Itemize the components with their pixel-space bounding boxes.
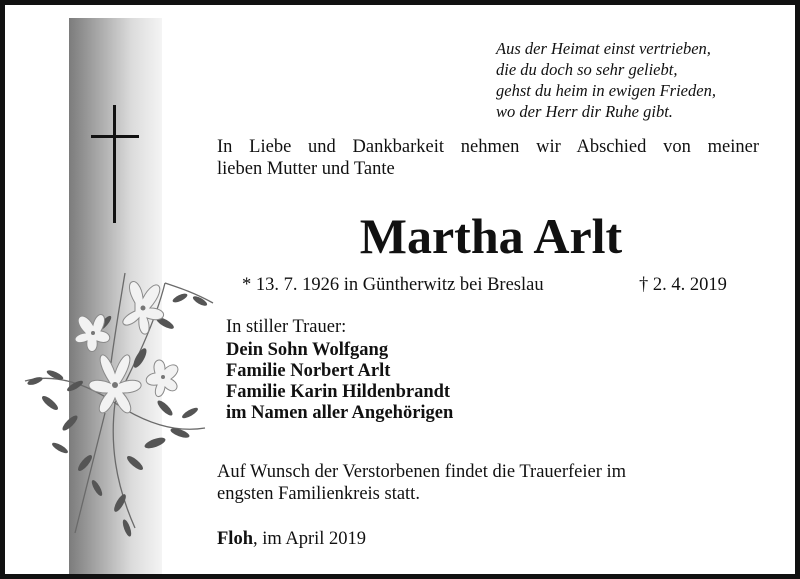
poem-line: die du doch so sehr geliebt, (496, 60, 678, 79)
place-date: , im April 2019 (252, 529, 367, 549)
mourner-name: Familie Norbert Arlt (226, 361, 391, 381)
mourning-heading: In stiller Trauer: (226, 317, 347, 337)
notice-line-1: Auf Wunsch der Verstorbenen findet die Trauerfeier im (217, 462, 627, 482)
place-town: Floh (217, 529, 253, 549)
poem-line: wo der Herr dir Ruhe gibt. (496, 102, 673, 121)
poem-line: gehst du heim in ewigen Frieden, (496, 81, 716, 100)
deceased-name: Martha Arlt (359, 208, 623, 264)
poem (496, 38, 716, 122)
place-and-date (217, 528, 366, 550)
mourner-name: Dein Sohn Wolfgang (226, 340, 389, 360)
mourner-name: im Namen aller Angehörigen (226, 403, 454, 423)
intro-line-2: lieben Mutter und Tante (217, 159, 395, 179)
intro-text (217, 136, 759, 180)
funeral-notice (217, 461, 626, 505)
notice-line-2: engsten Familienkreis statt. (217, 484, 420, 504)
lily-bouquet-image (15, 263, 215, 543)
death-date: † 2. 4. 2019 (639, 275, 727, 295)
mourners-list (226, 340, 453, 424)
poem-line: Aus der Heimat einst vertrieben, (496, 39, 711, 58)
mourner-name: Familie Karin Hildenbrandt (226, 382, 451, 402)
intro-line-1: In Liebe und Dankbarkeit nehmen wir Abschied von meiner (217, 137, 759, 157)
birth-info: * 13. 7. 1926 in Güntherwitz bei Breslau (242, 275, 544, 295)
